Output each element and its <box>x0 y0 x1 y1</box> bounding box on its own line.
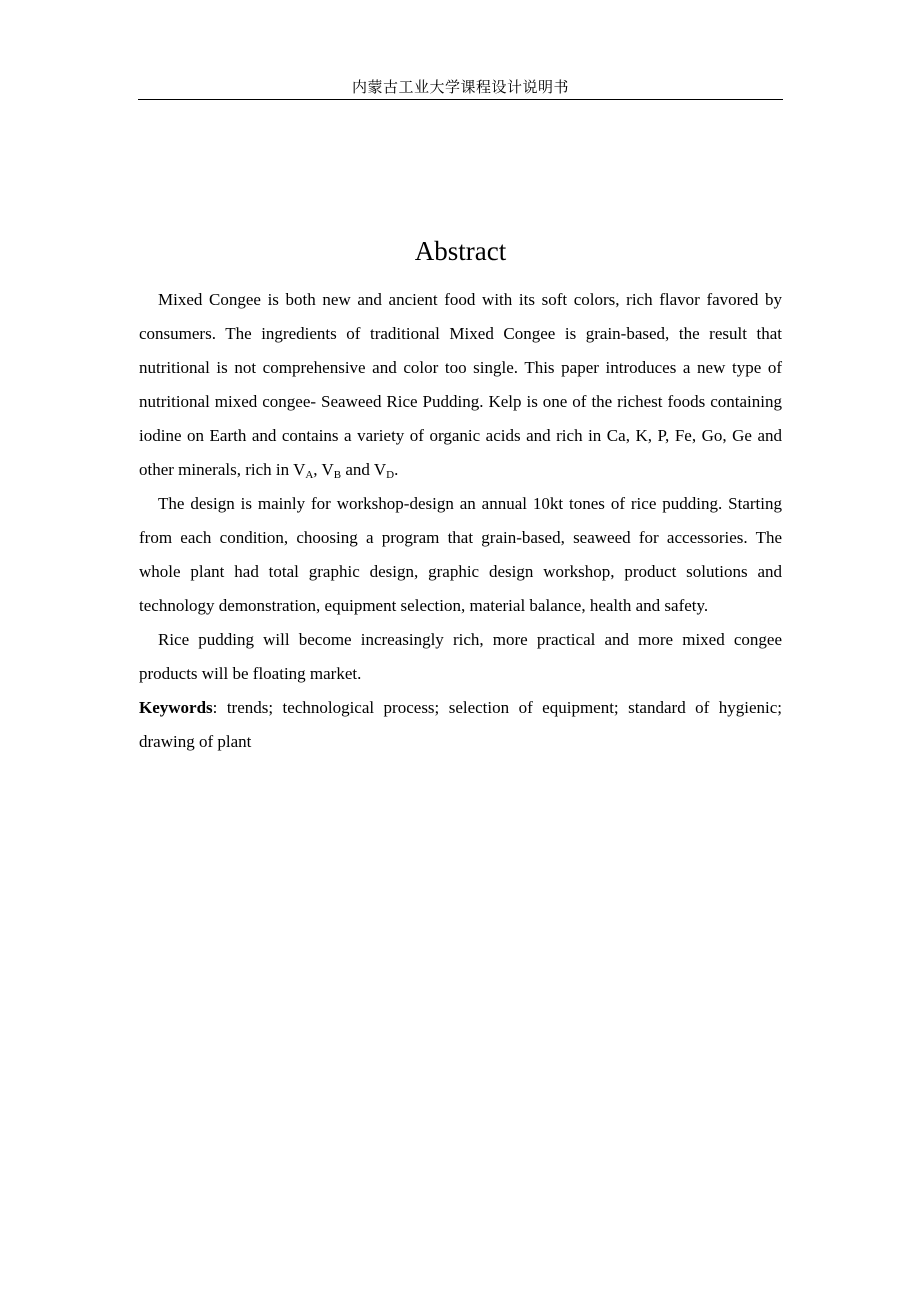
vitamin-b-letter: V <box>321 460 334 479</box>
keywords-label: Keywords <box>139 698 213 717</box>
vitamin-d-subscript: D <box>386 469 395 481</box>
abstract-body <box>139 283 782 759</box>
header-rule <box>138 99 783 100</box>
abstract-paragraph-1 <box>139 283 782 487</box>
vitamin-separator: , <box>313 460 322 479</box>
vitamin-b-subscript: B <box>333 469 342 481</box>
abstract-heading: Abstract <box>414 236 507 266</box>
keywords-line <box>139 691 782 759</box>
abstract-paragraph-3: Rice pudding will become increasingly rich, more practical and more mixed congee products will be floating market. <box>139 630 782 683</box>
abstract-paragraph-2: The design is mainly for workshop-design an annual 10kt tones of rice pudding. Starting from each condition, choosing a program that grain-based, seaweed for accessories. The whole plant had total graphic design, graphic design workshop, product solutions and technology demonstration, equipment selection, material balance, health and safety. <box>139 494 782 615</box>
vitamin-a-letter: V <box>293 460 306 479</box>
vitamin-a-subscript: A <box>305 469 314 481</box>
page-header: 内蒙古工业大学课程设计说明书 <box>351 80 569 96</box>
keywords-text: : trends; technological process; selection of equipment; standard of hygienic; drawing of plant <box>139 698 782 751</box>
vitamin-d-letter: V <box>373 460 387 479</box>
paragraph-1-text: Mixed Congee is both new and ancient food with its soft colors, rich flavor favored by consumers. The ingredients of traditional Mixed Congee is grain-based, the result that nutritional is not comprehensive and color too single. This paper introduces a new type of nutritional mixed congee- Seaweed Rice Pudding. Kelp is one of the richest foods containing iodine on Earth and contains a variety of organic acids and rich in Ca, K, P, Fe, Go, Ge and other minerals, rich in <box>139 290 782 479</box>
paragraph-1-end: . <box>394 460 399 479</box>
vitamin-and: and <box>341 460 374 479</box>
